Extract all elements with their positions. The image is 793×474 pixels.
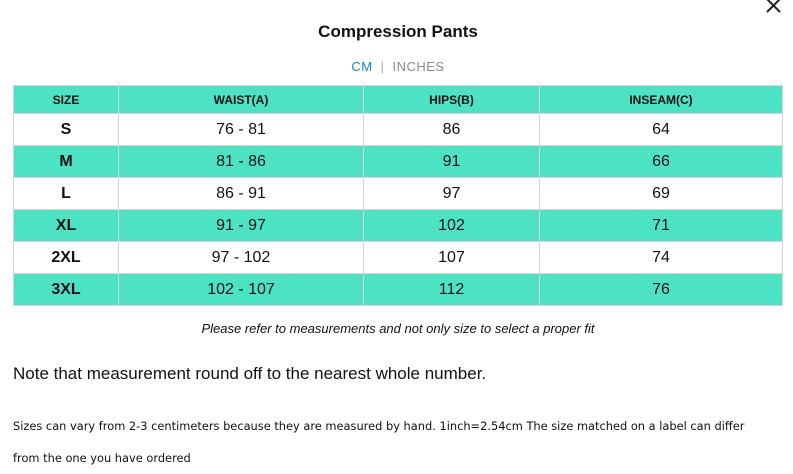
table-header-row <box>14 86 783 114</box>
inseam-cell: 74 <box>540 242 783 274</box>
table-row <box>14 242 783 274</box>
size-cell: XL <box>14 210 119 242</box>
size-cell: 2XL <box>14 242 119 274</box>
waist-cell: 81 - 86 <box>119 146 364 178</box>
hips-cell: 97 <box>364 178 540 210</box>
unit-inches-tab[interactable]: INCHES <box>392 59 445 74</box>
waist-cell: 91 - 97 <box>119 210 364 242</box>
size-cell: M <box>14 146 119 178</box>
rounding-note: Note that measurement round off to the nearest whole number. <box>13 364 487 383</box>
unit-separator: | <box>380 59 385 74</box>
hips-cell: 112 <box>364 274 540 306</box>
table-row <box>14 274 783 306</box>
waist-cell: 86 - 91 <box>119 178 364 210</box>
unit-toggle <box>0 59 793 74</box>
header-size: SIZE <box>14 86 119 114</box>
table-row <box>14 114 783 146</box>
inseam-cell: 66 <box>540 146 783 178</box>
hips-cell: 91 <box>364 146 540 178</box>
fit-advice-note: Please refer to measurements and not only size to select a proper fit <box>201 321 595 336</box>
unit-cm-tab[interactable]: CM <box>351 59 373 74</box>
header-hips: HIPS(B) <box>364 86 540 114</box>
header-waist: WAIST(A) <box>119 86 364 114</box>
waist-cell: 97 - 102 <box>119 242 364 274</box>
close-button[interactable] <box>762 0 784 16</box>
size-cell: L <box>14 178 119 210</box>
waist-cell: 76 - 81 <box>119 114 364 146</box>
inseam-cell: 71 <box>540 210 783 242</box>
hips-cell: 102 <box>364 210 540 242</box>
inseam-cell: 69 <box>540 178 783 210</box>
table-row <box>14 178 783 210</box>
inseam-cell: 64 <box>540 114 783 146</box>
table-row <box>14 210 783 242</box>
size-chart-table <box>13 85 783 306</box>
inseam-cell: 76 <box>540 274 783 306</box>
hips-cell: 86 <box>364 114 540 146</box>
size-cell: S <box>14 114 119 146</box>
hips-cell: 107 <box>364 242 540 274</box>
close-icon[interactable] <box>762 0 784 16</box>
waist-cell: 102 - 107 <box>119 274 364 306</box>
table-row <box>14 146 783 178</box>
header-inseam: INSEAM(C) <box>540 86 783 114</box>
measurement-disclaimer: Sizes can vary from 2-3 centimeters because they are measured by hand. 1inch=2.54cm The size matched on a label can differ from the one you have ordered <box>13 419 745 465</box>
size-cell: 3XL <box>14 274 119 306</box>
page-title: Compression Pants <box>318 22 478 41</box>
